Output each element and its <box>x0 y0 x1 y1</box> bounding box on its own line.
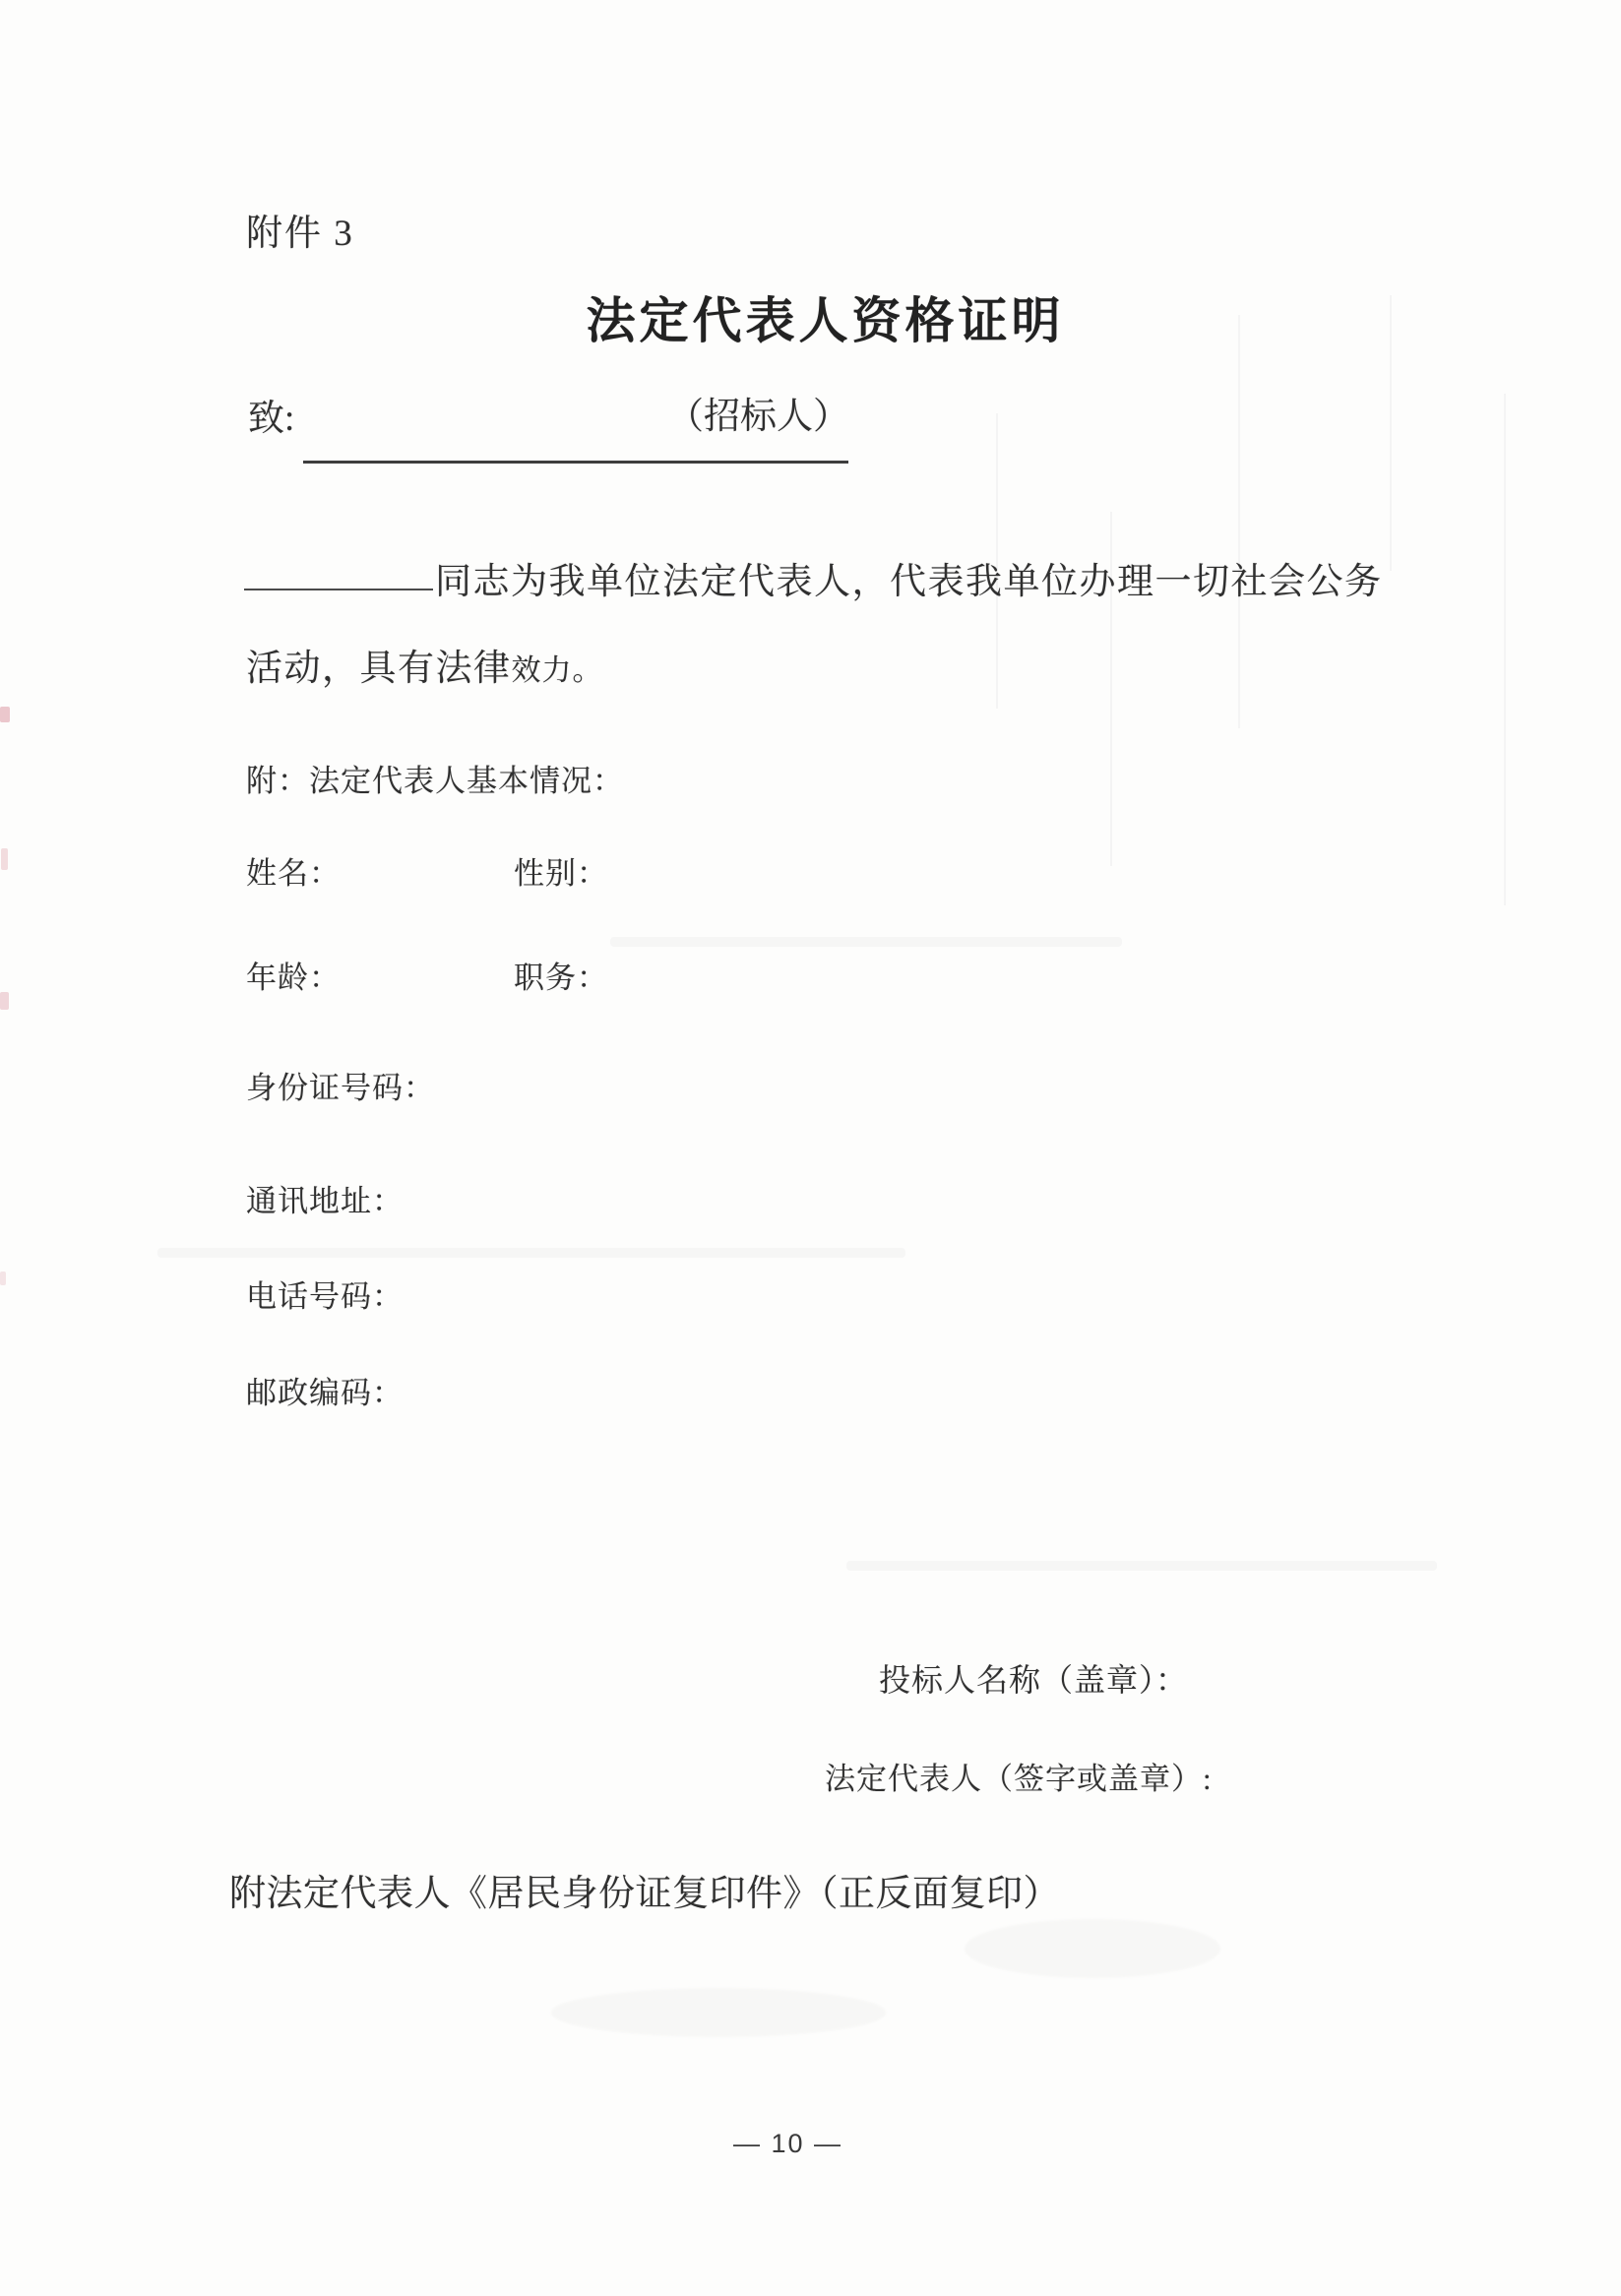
field-label-name: 姓名： <box>246 856 341 891</box>
bleed-through-smudge <box>157 1248 905 1258</box>
body-line-2-tail: 效力。 <box>511 654 603 687</box>
bleed-through-blotch <box>965 1919 1220 1978</box>
field-label-gender: 性别： <box>514 856 608 891</box>
id-copy-footnote: 附法定代表人《居民身份证复印件》（正反面复印） <box>229 1874 1060 1914</box>
scan-speck <box>0 992 9 1010</box>
bleed-through-line <box>1238 315 1240 728</box>
body-line-2-lead: 活动，具有法律 <box>246 649 512 689</box>
bleed-through-smudge <box>610 937 1122 947</box>
document-title: 法定代表人资格证明 <box>586 293 1065 348</box>
salutation-underline <box>303 461 848 464</box>
bleed-through-blotch <box>551 1988 886 2037</box>
page-number: — 10 — <box>732 2129 843 2158</box>
bleed-through-line <box>1504 394 1506 905</box>
salutation-prefix: 致: <box>248 399 295 439</box>
body-line-2 <box>246 638 603 691</box>
field-label-id-number: 身份证号码： <box>246 1071 435 1105</box>
basic-info-heading: 附：法定代表人基本情况： <box>246 764 624 798</box>
field-label-phone: 电话号码： <box>246 1279 404 1314</box>
field-label-postal-code: 邮政编码： <box>246 1376 404 1410</box>
scan-speck <box>0 1272 6 1285</box>
name-blank-underline <box>244 589 433 590</box>
bleed-through-smudge <box>846 1561 1437 1571</box>
field-label-address: 通讯地址： <box>246 1184 404 1218</box>
scan-speck <box>0 707 10 722</box>
attachment-label: 附件 3 <box>246 214 354 254</box>
field-label-position: 职务： <box>514 961 608 995</box>
body-line-1: 同志为我单位法定代表人，代表我单位办理一切社会公务 <box>435 562 1383 602</box>
salutation-recipient: （招标人） <box>667 397 849 437</box>
signature-bidder-label: 投标人名称（盖章）： <box>879 1662 1189 1698</box>
scan-speck <box>1 848 8 870</box>
signature-legal-rep-label: 法定代表人（签字或盖章）: <box>825 1762 1213 1796</box>
field-label-age: 年龄： <box>246 961 341 995</box>
